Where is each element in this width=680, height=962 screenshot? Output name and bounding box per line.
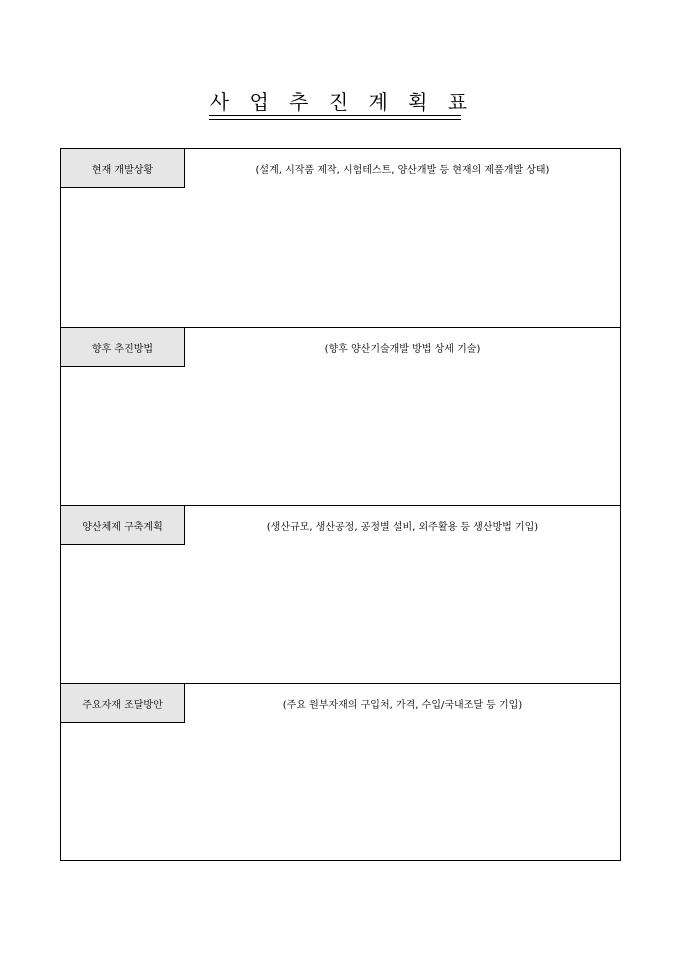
section-hint: (생산규모, 생산공정, 공정별 설비, 외주활용 등 생산방법 기입) [266,522,539,533]
section-future-method [61,327,620,506]
section-current-status [61,149,620,327]
plan-form-table [60,148,621,861]
section-label: 향후 추진방법 [61,328,185,367]
section-hint: (향후 양산기술개발 방법 상세 기술) [324,344,481,355]
section-input-area[interactable] [61,368,620,505]
section-hint: (설계, 시작품 제작, 시험테스트, 양산개발 등 현재의 제품개발 상태) [255,165,550,176]
section-label: 양산체제 구축계획 [61,506,185,545]
section-label: 주요자재 조달방안 [61,684,185,723]
section-production-plan [61,505,620,684]
section-hint: (주요 원부자재의 구입처, 가격, 수입/국내조달 등 기입) [282,700,523,711]
section-materials-procurement [61,683,620,862]
section-input-area[interactable] [61,724,620,861]
section-label: 현재 개발상황 [61,149,185,188]
section-input-area[interactable] [61,546,620,683]
page-title: 사 업 추 진 계 획 표 [209,90,471,114]
title-underline-double [209,119,461,120]
section-input-area[interactable] [61,189,620,326]
title-underline [209,115,461,116]
